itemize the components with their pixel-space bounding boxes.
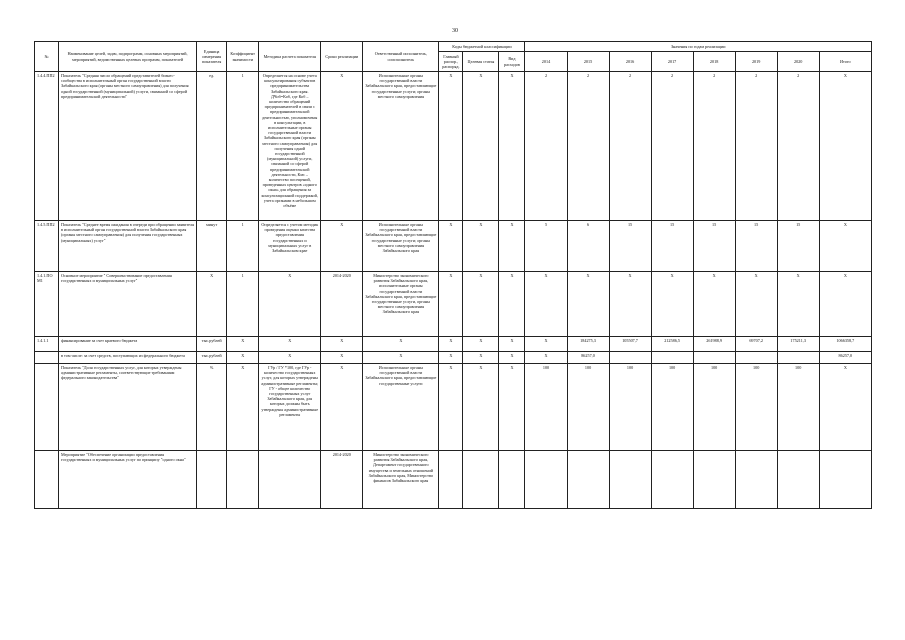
cell-2017: 100: [651, 364, 693, 451]
col-2018: 2018: [693, 52, 735, 72]
cell-total: X: [819, 72, 871, 221]
cell-code-exp: X: [499, 337, 525, 352]
page-number: 30: [452, 28, 458, 34]
cell-unit: %: [197, 364, 227, 451]
col-name: Наименование целей, задач, подпрограмм, основных мероприятий, мероприятий, ведомственных целевых программ, показателей: [59, 42, 197, 72]
cell-2020: 175211,3: [777, 337, 819, 352]
cell-2014: [525, 451, 567, 509]
table-row: [35, 72, 872, 221]
cell-code-exp: X: [499, 352, 525, 364]
cell-num: 1.4.4.ПП2: [35, 72, 59, 221]
cell-2018: 100: [693, 364, 735, 451]
cell-total: [819, 451, 871, 509]
cell-method: ГУр / ГУ *100, где ГУр - количество государственных услуг, для которых утверждены административные регламенты; ГУ - общее количество государственных услуг Забайкальского края, для которых должны быть утверждены административные регламенты: [259, 364, 321, 451]
table-row: [35, 352, 872, 364]
cell-2016: 15: [609, 221, 651, 272]
cell-coef: 1: [227, 272, 259, 337]
cell-code-target: X: [463, 337, 499, 352]
col-code-target: Целевая статья: [463, 52, 499, 72]
cell-unit: [197, 451, 227, 509]
cell-num: 1.4.5.ПП2: [35, 221, 59, 272]
col-resp: Ответственный исполнитель, соисполнитель: [363, 42, 439, 72]
cell-2018: 15: [693, 221, 735, 272]
cell-name: финансирование за счет краевого бюджета: [59, 337, 197, 352]
cell-coef: X: [227, 364, 259, 451]
cell-num: [35, 364, 59, 451]
cell-code-target: [463, 451, 499, 509]
cell-coef: 1: [227, 221, 259, 272]
cell-2019: 2: [735, 72, 777, 221]
cell-term: 2014-2020: [321, 451, 363, 509]
cell-2020: 100: [777, 364, 819, 451]
cell-resp: Министерство экономического развития Забайкальского края, исполнительные органы государственной власти Забайкальского края, предоставляющие государственные услуги, органы местного самоуправления Забайкальского края: [363, 272, 439, 337]
cell-method: X: [259, 352, 321, 364]
cell-2019: X: [735, 272, 777, 337]
cell-2014: X: [525, 352, 567, 364]
cell-2019: 15: [735, 221, 777, 272]
cell-code-main: X: [439, 352, 463, 364]
cell-code-target: X: [463, 72, 499, 221]
cell-name: Мероприятие "Обеспечение организации предоставления государственных и муниципальных услуг по принципу "одного окна": [59, 451, 197, 509]
cell-name: Показатель "Средняя число обращений представителей бизнес-сообщества в исполнительный орган государственной власти Забайкальского края (органы местного самоуправления) для получения одной государственной (муниципальной) услуги, связанной со сферой предпринимательской деятельности": [59, 72, 197, 221]
cell-method: Определяется с учетом методик проведения оценки качества предоставления государственных и муниципальных услуг в Забайкальском крае: [259, 221, 321, 272]
cell-2018: [693, 451, 735, 509]
cell-unit: тыс.рублей: [197, 337, 227, 352]
table-row: [35, 451, 872, 509]
col-method: Методика расчета показателя: [259, 42, 321, 72]
cell-2014: 100: [525, 364, 567, 451]
cell-term: X: [321, 352, 363, 364]
cell-term: X: [321, 364, 363, 451]
cell-2017: 15: [651, 221, 693, 272]
table-row: [35, 221, 872, 272]
cell-code-exp: X: [499, 272, 525, 337]
col-2014: 2014: [525, 52, 567, 72]
table-row: [35, 272, 872, 337]
cell-2018: X: [693, 272, 735, 337]
cell-2016: 105507,7: [609, 337, 651, 352]
cell-name: в том числе: за счет средств, поступающих из федерального бюджета: [59, 352, 197, 364]
cell-method: Определяется на основе учета консультирования субъектов предпринимательства Забайкальского края. ДЧоб=Коб, где Коб – количество обращений предпринимателей в связи с предпринимательской деятельностью, уполномочены в консультации, в исполнительные органы государственной власти Забайкальского края (органы местного самоуправления) для получения одной государственной (муниципальной) услуги, связанной со сферой предпринимательской деятельности, Кмс – количество посещений, проведенных центров «одного окна» для обращения за консультационной поддержкой, учета органами в небольшом объёме: [259, 72, 321, 221]
cell-code-main: [439, 451, 463, 509]
cell-2015: X: [567, 272, 609, 337]
cell-code-main: X: [439, 272, 463, 337]
cell-2020: X: [777, 272, 819, 337]
cell-2020: [777, 352, 819, 364]
cell-2018: [693, 352, 735, 364]
col-coef: Коэффициент значимости: [227, 42, 259, 72]
cell-2016: 100: [609, 364, 651, 451]
cell-2020: 15: [777, 221, 819, 272]
cell-total: X: [819, 221, 871, 272]
cell-coef: [227, 451, 259, 509]
cell-num: [35, 451, 59, 509]
cell-2019: 100: [735, 364, 777, 451]
cell-2016: 2: [609, 72, 651, 221]
cell-code-main: X: [439, 72, 463, 221]
cell-code-target: X: [463, 364, 499, 451]
cell-resp: Исполнительные органы государственной власти Забайкальского края, предоставляющие государственные услуги: [363, 364, 439, 451]
cell-method: [259, 451, 321, 509]
cell-2019: [735, 352, 777, 364]
cell-2016: [609, 352, 651, 364]
cell-term: X: [321, 221, 363, 272]
cell-unit: ед.: [197, 72, 227, 221]
cell-term: X: [321, 337, 363, 352]
cell-2014: 5: [525, 221, 567, 272]
cell-total: X: [819, 272, 871, 337]
cell-2017: [651, 352, 693, 364]
cell-term: 2014-2020: [321, 272, 363, 337]
cell-2019: 69707,2: [735, 337, 777, 352]
cell-resp: Министерство экономического развития Забайкальского края, Департамент государственного имущества и земельных отношений Забайкальского края, Министерство финансов Забайкальского края: [363, 451, 439, 509]
col-unit: Единица измерения показателя: [197, 42, 227, 72]
cell-total: 1066358,7: [819, 337, 871, 352]
cell-code-exp: [499, 451, 525, 509]
cell-2020: 2: [777, 72, 819, 221]
col-2019: 2019: [735, 52, 777, 72]
cell-code-main: X: [439, 337, 463, 352]
cell-code-exp: X: [499, 364, 525, 451]
cell-code-exp: X: [499, 72, 525, 221]
col-code-main: Главный распор., распоряд.: [439, 52, 463, 72]
cell-resp: X: [363, 352, 439, 364]
cell-coef: X: [227, 352, 259, 364]
cell-unit: X: [197, 272, 227, 337]
cell-2017: 2: [651, 72, 693, 221]
col-codes-group: Коды бюджетной классификации: [439, 42, 525, 52]
cell-2019: [735, 451, 777, 509]
col-num: №: [35, 42, 59, 72]
cell-2015: 86257,0: [567, 352, 609, 364]
cell-code-target: X: [463, 221, 499, 272]
cell-2015: 6: [567, 221, 609, 272]
cell-method: X: [259, 272, 321, 337]
col-2016: 2016: [609, 52, 651, 72]
col-term: Сроки реализации: [321, 42, 363, 72]
table-row: [35, 364, 872, 451]
cell-2014: X: [525, 337, 567, 352]
cell-2020: [777, 451, 819, 509]
cell-num: 1.4.1.ПОМ1: [35, 272, 59, 337]
cell-total: X: [819, 364, 871, 451]
cell-code-target: X: [463, 272, 499, 337]
cell-2017: 212586,5: [651, 337, 693, 352]
table-row: [35, 337, 872, 352]
col-2017: 2017: [651, 52, 693, 72]
cell-name: Показатель "Среднее время ожидания в очереди при обращении заявителя в исполнительный орган государственной власти Забайкальского края (органы местного самоуправления) для получения государственных (муниципальных) услуг": [59, 221, 197, 272]
cell-code-target: X: [463, 352, 499, 364]
cell-name: Основное мероприятие " Совершенствование предоставления государственных и муниципальных услуг": [59, 272, 197, 337]
cell-2015: [567, 451, 609, 509]
cell-2016: X: [609, 272, 651, 337]
col-2015: 2015: [567, 52, 609, 72]
col-2020: 2020: [777, 52, 819, 72]
cell-coef: 1: [227, 72, 259, 221]
cell-2015: 100: [567, 364, 609, 451]
cell-name: Показатель "Доля государственных услуг, для которых утверждены административные регламенты, соответствующие требованиям федерального законодательства": [59, 364, 197, 451]
cell-code-exp: X: [499, 221, 525, 272]
col-years-group: Значения по годам реализации: [525, 42, 872, 52]
cell-2016: [609, 451, 651, 509]
cell-2018: 2: [693, 72, 735, 221]
cell-unit: тыс.рублей: [197, 352, 227, 364]
cell-2014: X: [525, 272, 567, 337]
cell-2017: X: [651, 272, 693, 337]
cell-num: 1.4.1.1: [35, 337, 59, 352]
cell-2018: 261988,9: [693, 337, 735, 352]
col-total: Итого: [819, 52, 871, 72]
cell-2014: 2: [525, 72, 567, 221]
cell-2017: [651, 451, 693, 509]
cell-resp: Исполнительные органы государственной власти Забайкальского края, предоставляющие государственные услуги; органы местного самоуправления: [363, 72, 439, 221]
header-row-top: [35, 42, 872, 52]
cell-method: X: [259, 337, 321, 352]
cell-coef: X: [227, 337, 259, 352]
cell-term: X: [321, 72, 363, 221]
cell-num: [35, 352, 59, 364]
cell-2015: 2: [567, 72, 609, 221]
program-indicators-table: [34, 41, 872, 509]
cell-total: 86257,0: [819, 352, 871, 364]
cell-resp: Исполнительные органы государственной власти Забайкальского края, предоставляющие государственные услуги; органы местного самоуправления Забайкальского края: [363, 221, 439, 272]
cell-2015: 184275,3: [567, 337, 609, 352]
col-code-exp: Вид расходов: [499, 52, 525, 72]
cell-resp: X: [363, 337, 439, 352]
cell-code-main: X: [439, 221, 463, 272]
cell-unit: минут: [197, 221, 227, 272]
cell-code-main: X: [439, 364, 463, 451]
